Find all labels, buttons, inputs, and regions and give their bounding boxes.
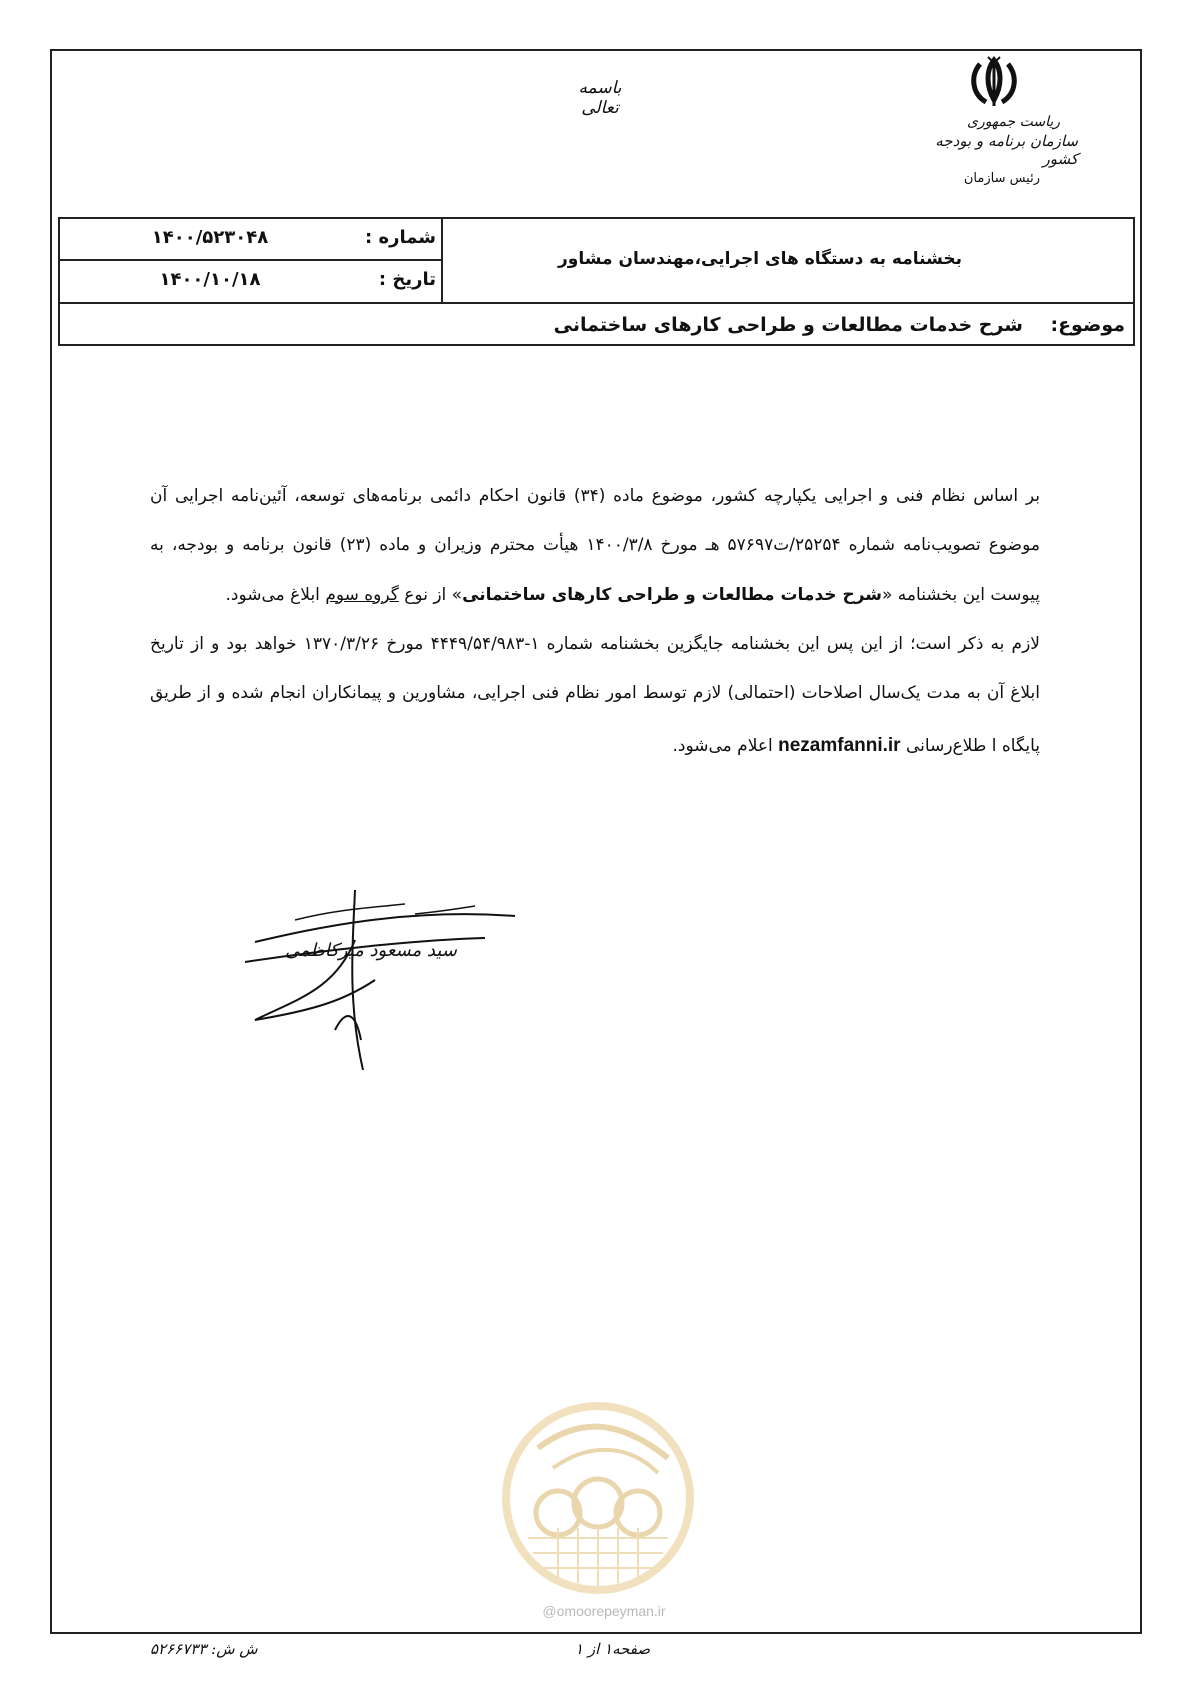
iran-emblem-icon xyxy=(964,56,1024,108)
signature-icon xyxy=(235,880,525,1075)
signatory-name: سید مسعود میرکاظمی xyxy=(285,940,457,961)
org-name: سازمان برنامه و بودجه کشور xyxy=(935,131,1078,169)
table-divider xyxy=(441,219,443,303)
paragraph-text: » از نوع xyxy=(398,584,463,605)
table-divider xyxy=(60,302,1133,304)
omoorepeyman-logo-icon xyxy=(498,1398,698,1598)
paragraph-text: اعلام می‌شود. xyxy=(672,736,779,757)
paragraph-text: بر اساس نظام فنی و اجرایی یکپارچه کشور، موضوع ماده (۳۴) قانون احکام دائمی برنامه‌های توسعه، آئین‌نامه اجرایی آن موضوع تصویب‌نامه شماره ۲۵۲۵۴/ت۵۷۶۹۷ هـ مورخ ۱۴۰۰/۳/۸ هیأت محترم وزیران و ماده (۲۳) قانون برنامه و بودجه، به پیوست این بخشنامه « xyxy=(150,486,1040,605)
emphasized-title: شرح خدمات مطالعات و طراحی کارهای ساختمانی xyxy=(462,584,882,605)
subject-label: موضوع: xyxy=(1050,314,1125,336)
letter-body xyxy=(150,472,1040,774)
org-head-title: رئیس سازمان xyxy=(963,171,1040,186)
organization-block xyxy=(920,114,1078,187)
date-value: ۱۴۰۰/۱۰/۱۸ xyxy=(159,269,261,290)
website-link[interactable]: nezamfanni.ir xyxy=(778,735,901,757)
paragraph-text: لازم به ذکر است؛ از این پس این بخشنامه جایگزین بخشنامه شماره ۱-۴۴۴۹/۵۴/۹۸۳ مورخ ۱۳۷۰/۳/۲۶ خواهد بود و از تاریخ ابلاغ آن به مدت یک‌سال اصلاحات (احتمالی) لازم توسط امور نظام فنی اجرایی، مشاورین و پیمانکاران انجام شده و از طریق پایگاه ا طلاع‌رسانی xyxy=(150,633,1040,757)
paragraph xyxy=(150,472,1040,620)
letter-meta-table xyxy=(58,217,1135,346)
recipients: بخشنامه به دستگاه های اجرایی،مهندسان مشاور xyxy=(557,249,962,269)
subject-text: شرح خدمات مطالعات و طراحی کارهای ساختمانی xyxy=(553,314,1023,336)
number-value: ۱۴۰۰/۵۲۳۰۴۸ xyxy=(151,227,269,248)
org-presidency: ریاست جمهوری xyxy=(966,114,1060,130)
number-label: شماره : xyxy=(365,227,436,248)
paragraph xyxy=(150,620,1040,774)
date-label: تاریخ : xyxy=(378,269,436,290)
watermark-handle: @omoorepeyman.ir xyxy=(542,1603,666,1619)
invocation: باسمه تعالی xyxy=(578,78,622,118)
footer-page-number: صفحه۱ از ۱ xyxy=(575,1640,651,1658)
paragraph-text: ابلاغ می‌شود. xyxy=(225,584,326,605)
table-divider xyxy=(60,259,443,261)
footer-serial: ش ش: ۵۲۶۶۷۳۳ xyxy=(150,1640,258,1658)
underlined-text: گروه سوم xyxy=(325,584,399,605)
